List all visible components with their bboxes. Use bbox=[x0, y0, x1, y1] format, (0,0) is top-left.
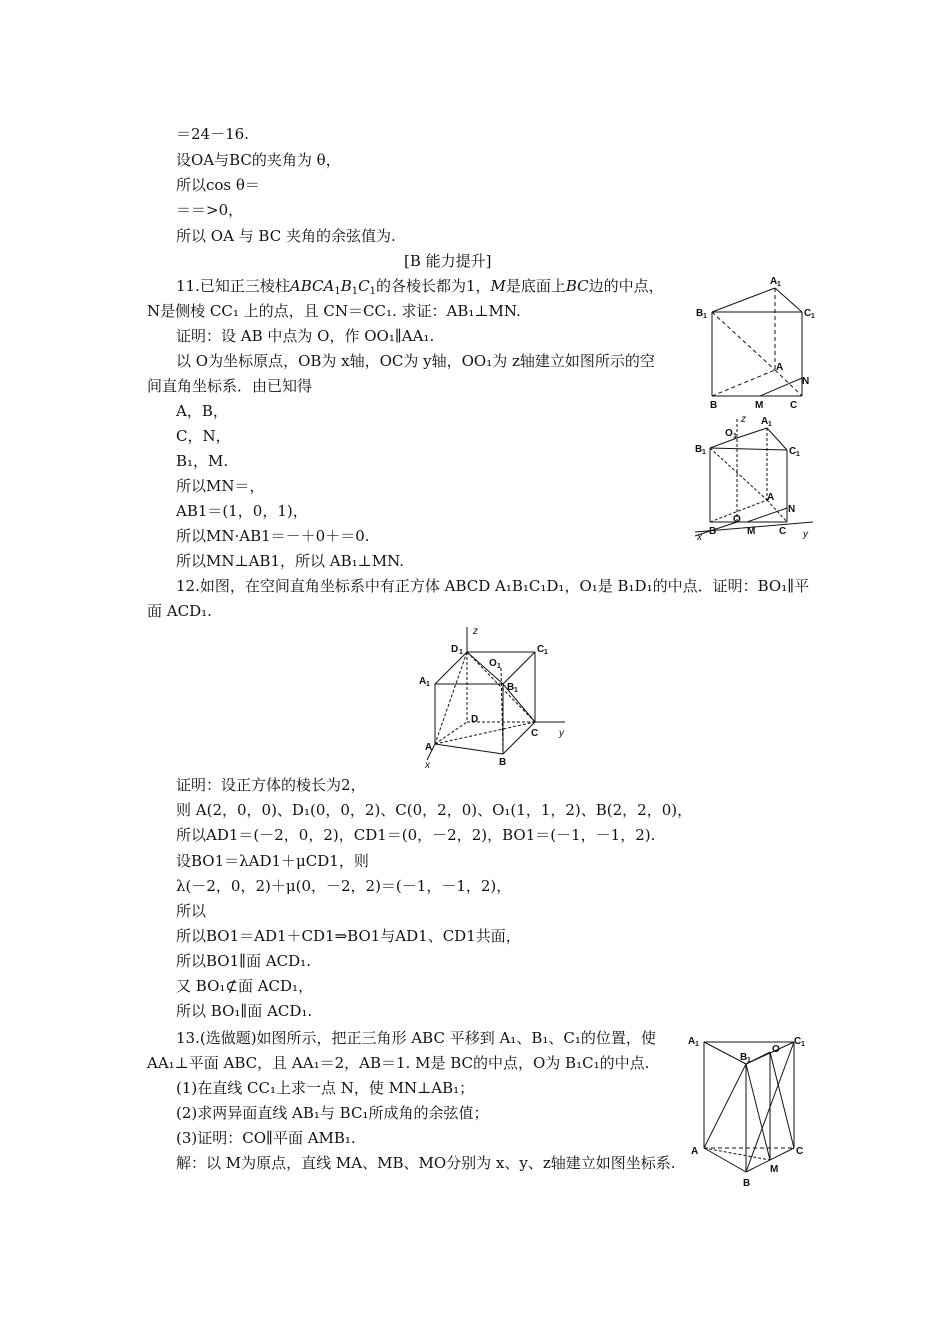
p12-line-10: 所以BO1∥面 ACD₁. bbox=[176, 952, 311, 970]
fig4-label-o: O bbox=[772, 1044, 780, 1055]
section-heading: [B 能力提升] bbox=[404, 252, 492, 270]
figure-prism-axes bbox=[685, 412, 820, 542]
p11-l1f: C bbox=[358, 277, 370, 295]
p11-l1j: 是底面上 bbox=[505, 277, 566, 295]
fig1-sub-c1: 1 bbox=[811, 313, 815, 320]
fig3-sub-b1: 1 bbox=[514, 687, 518, 694]
fig2-label-n: N bbox=[788, 504, 796, 515]
fig2-label-o1: O bbox=[725, 428, 733, 439]
figure-prism-translated bbox=[688, 1030, 813, 1192]
p12-line-7: λ(－2，0，2)＋μ(0，－2，2)＝(－1，－1，2)， bbox=[176, 877, 512, 895]
fig4-label-a: A bbox=[691, 1146, 699, 1157]
fig2-label-a: A bbox=[767, 492, 775, 503]
p11-line-3: 证明：设 AB 中点为 O，作 OO₁∥AA₁. bbox=[176, 327, 435, 345]
p13-line-5: (3)证明：CO∥平面 AMB₁. bbox=[176, 1129, 356, 1147]
fig1-label-m: M bbox=[755, 400, 764, 411]
fig2-label-m: M bbox=[747, 526, 756, 537]
p12-line-6: 设BO1＝λAD1＋μCD1，则 bbox=[176, 852, 369, 870]
p12-line-5: 所以AD1＝(－2，0，2)，CD1＝(0，－2，2)，BO1＝(－1，－1，2). bbox=[176, 826, 656, 844]
p11-line-7: C，N， bbox=[176, 427, 231, 445]
p11-line-5: 间直角坐标系．由已知得 bbox=[147, 377, 313, 395]
fig3-label-b: B bbox=[499, 757, 507, 768]
fig3-label-o1: O bbox=[489, 658, 497, 669]
p12-line-9: 所以BO1＝AD1＋CD1⇒BO1与AD1、CD1共面， bbox=[176, 927, 521, 945]
fig1-label-n: N bbox=[802, 376, 810, 387]
fig2-sub-b1: 1 bbox=[702, 449, 706, 456]
fig2-label-c1: C bbox=[789, 446, 797, 457]
p11-l1k: BC bbox=[565, 277, 589, 295]
fig3-sub-a1: 1 bbox=[426, 681, 430, 688]
p12-line-12: 所以 BO₁∥面 ACD₁. bbox=[176, 1002, 313, 1020]
p11-l1h: 的各棱长都为1， bbox=[375, 277, 491, 295]
p11-line-11: 所以MN·AB1＝－＋0＋＝0. bbox=[176, 527, 370, 545]
p11-l1l: 边的中点， bbox=[588, 277, 664, 295]
p11-l1g: 1 bbox=[369, 286, 376, 297]
fig1-label-a1: A bbox=[770, 276, 778, 287]
p11-line-10: AB1＝(1，0，1)， bbox=[176, 502, 308, 520]
fig4-label-m: M bbox=[770, 1164, 779, 1175]
fig1-sub-a1: 1 bbox=[777, 281, 781, 288]
fig3-label-a1: A bbox=[419, 676, 427, 687]
p11-line-2: N是侧棱 CC₁ 上的点，且 CN＝CC₁. 求证：AB₁⊥MN. bbox=[147, 302, 521, 320]
fig4-label-a1: A bbox=[688, 1036, 696, 1047]
figure-prism bbox=[690, 274, 820, 414]
p11-l1b: ABCA bbox=[289, 277, 335, 295]
fig2-label-c: C bbox=[779, 526, 787, 537]
fig3-sub-o1: 1 bbox=[497, 663, 501, 670]
p11-line-9: 所以MN＝， bbox=[176, 477, 265, 495]
p10-line-3: 所以cos θ＝ bbox=[176, 176, 260, 194]
p11-line-1 bbox=[176, 276, 664, 302]
p11-l1d: B bbox=[340, 277, 352, 295]
fig1-sub-b1: 1 bbox=[703, 313, 707, 320]
fig3-axis-x: x bbox=[425, 760, 430, 770]
p13-line-2: AA₁⊥平面 ABC，且 AA₁＝2，AB＝1. M是 BC的中点，O为 B₁C₁的中点. bbox=[147, 1054, 650, 1072]
fig4-label-c: C bbox=[796, 1146, 804, 1157]
fig2-axis-x: x bbox=[697, 532, 702, 542]
fig1-label-c: C bbox=[790, 400, 798, 411]
fig2-label-o: O bbox=[733, 514, 741, 525]
fig3-label-a: A bbox=[425, 742, 433, 753]
fig3-label-d: D bbox=[471, 714, 479, 725]
fig3-label-d1: D bbox=[451, 644, 459, 655]
p13-line-1: 13.(选做题)如图所示，把正三角形 ABC 平移到 A₁、B₁、C₁的位置，使 bbox=[176, 1029, 656, 1047]
p10-line-5: 所以 OA 与 BC 夹角的余弦值为. bbox=[176, 227, 396, 245]
fig4-label-b: B bbox=[743, 1178, 751, 1189]
p12-line-11: 又 BO₁⊄面 ACD₁， bbox=[176, 977, 314, 995]
fig2-axis-z: z bbox=[741, 414, 746, 425]
fig3-sub-c1: 1 bbox=[544, 649, 548, 656]
p10-line-1: ＝24－16. bbox=[176, 125, 249, 143]
p11-line-6: A，B， bbox=[176, 402, 228, 420]
fig2-sub-o1: 1 bbox=[733, 433, 737, 440]
fig3-label-b1: B bbox=[507, 682, 515, 693]
fig4-label-b1: B bbox=[740, 1052, 748, 1063]
p12-line-8: 所以 bbox=[176, 902, 207, 920]
fig2-label-a1: A bbox=[761, 416, 769, 427]
fig2-label-b1: B bbox=[695, 444, 703, 455]
p13-line-6: 解：以 M为原点，直线 MA、MB、MO分别为 x、y、z轴建立如图坐标系. bbox=[176, 1154, 676, 1172]
fig4-sub-b1: 1 bbox=[747, 1057, 751, 1064]
fig3-label-c1: C bbox=[537, 644, 545, 655]
fig1-label-c1: C bbox=[804, 308, 812, 319]
fig4-sub-a1: 1 bbox=[695, 1041, 699, 1048]
p11-line-4: 以 O为坐标原点，OB为 x轴，OC为 y轴，OO₁为 z轴建立如图所示的空 bbox=[176, 352, 655, 370]
fig4-label-c1: C bbox=[794, 1036, 802, 1047]
fig3-label-c: C bbox=[531, 728, 539, 739]
p12-line-2: 面 ACD₁. bbox=[147, 602, 212, 620]
p12-line-3: 证明：设正方体的棱长为2， bbox=[176, 776, 366, 794]
fig3-axis-z: z bbox=[473, 626, 478, 637]
fig2-label-b: B bbox=[709, 526, 717, 537]
p12-line-1: 12.如图，在空间直角坐标系中有正方体 ABCD A₁B₁C₁D₁，O₁是 B₁D₁的中点．证明：BO₁∥平 bbox=[176, 577, 810, 595]
p11-l1i: M bbox=[490, 277, 506, 295]
fig2-sub-a1: 1 bbox=[768, 421, 772, 428]
p10-line-2: 设OA与BC的夹角为 θ， bbox=[176, 151, 341, 169]
p11-line-12: 所以MN⊥AB1，所以 AB₁⊥MN. bbox=[176, 552, 405, 570]
fig1-label-a: A bbox=[776, 362, 784, 373]
p13-line-3: (1)在直线 CC₁上求一点 N，使 MN⊥AB₁； bbox=[176, 1079, 475, 1097]
fig1-label-b1: B bbox=[696, 308, 704, 319]
fig4-sub-c1: 1 bbox=[801, 1041, 805, 1048]
p11-l1a: 11.已知正三棱柱 bbox=[176, 277, 290, 295]
fig2-axis-y: y bbox=[803, 529, 808, 540]
p11-l1e: 1 bbox=[351, 286, 359, 297]
figure-cube bbox=[415, 622, 575, 770]
fig2-sub-c1: 1 bbox=[796, 451, 800, 458]
p13-line-4: (2)求两异面直线 AB₁与 BC₁所成角的余弦值； bbox=[176, 1104, 489, 1122]
fig3-axis-y: y bbox=[559, 728, 564, 739]
fig3-sub-d1: 1 bbox=[459, 649, 463, 656]
p11-line-8: B₁，M. bbox=[176, 452, 229, 470]
fig1-label-b: B bbox=[710, 400, 718, 411]
p11-l1c: 1 bbox=[334, 286, 341, 297]
p10-line-4: ＝＝>0， bbox=[176, 201, 244, 219]
p12-line-4: 则 A(2，0，0)、D₁(0，0，2)、C(0，2，0)、O₁(1，1，2)、B(2，2，0)， bbox=[176, 801, 693, 819]
